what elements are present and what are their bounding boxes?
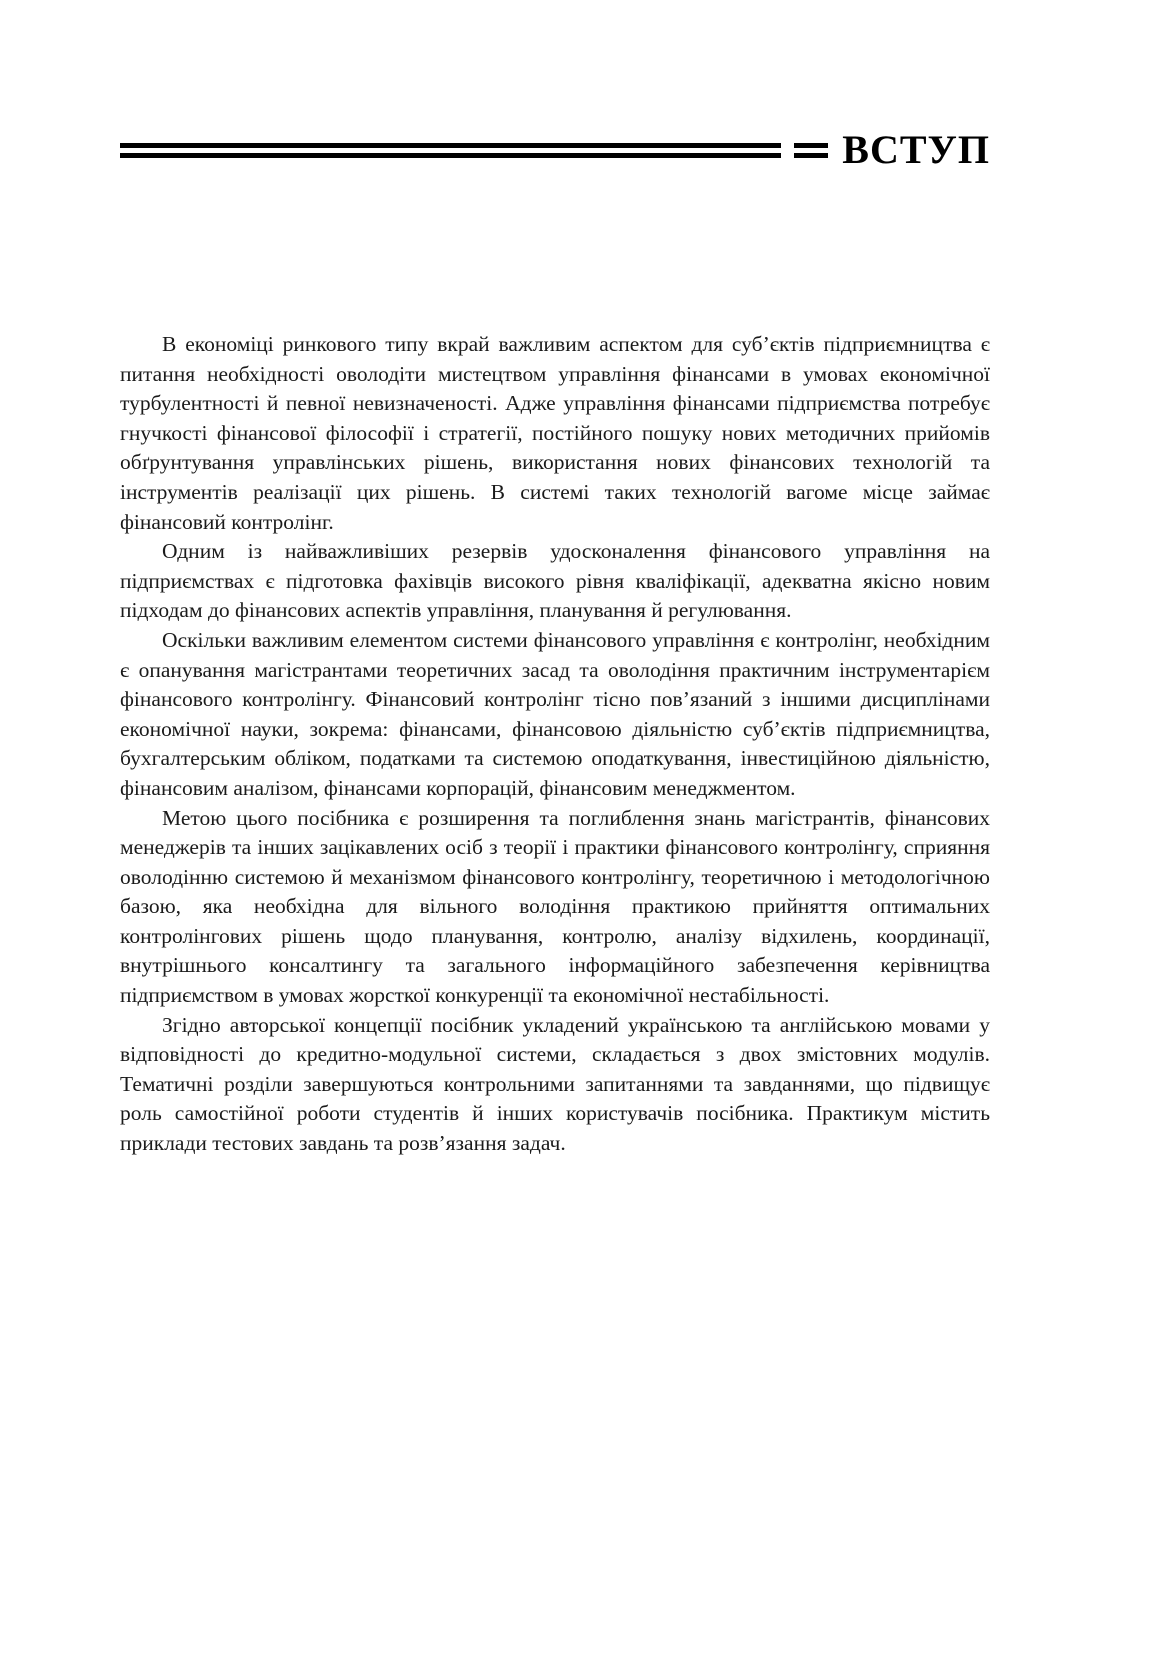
- paragraph: В економіці ринкового типу вкрай важливим аспектом для суб’єктів підприємництва є питання необхідності оволодіти мистецтвом управління фінансами в умовах економічної турбулентності й певної невизначеності. Адже управління фінансами підприємства потребує гнучкості фінансової філософії і стратегії, постійного пошуку нових методичних прийомів обґрунтування управлінських рішень, використання нових фінансових технологій та інструментів реалізації цих рішень. В системі таких технологій вагоме місце займає фінансовий контролінг.: [120, 332, 990, 534]
- chapter-header: [120, 127, 990, 172]
- paragraph: Метою цього посібника є розширення та поглиблення знань магістрантів, фінансових менеджерів та інших зацікавлених осіб з теорії і практики фінансового контролінгу, сприяння оволодінню системою й механізмом фінансового контролінгу, теоретичною і методологічною базою, яка необхідна для вільного володіння практикою прийняття оптимальних контролінгових рішень щодо планування, контролю, аналізу відхилень, координації, внутрішнього консалтингу та загального інформаційного забезпечення керівництва підприємством в умовах жорсткої конкуренції та економічної нестабільності.: [120, 805, 990, 1008]
- paragraph: Одним із найважливіших резервів удосконалення фінансового управління на підприємствах є підготовка фахівців високого рівня кваліфікації, адекватна якісно новим підходам до фінансових аспектів управління, планування й регулювання.: [120, 539, 990, 623]
- header-rule-short: [794, 143, 828, 158]
- header-rule-long: [120, 143, 781, 158]
- paragraph: Згідно авторської концепції посібник укладений українською та англійською мовами у відповідності до кредитно-модульної системи, складається з двох змістовних модулів. Тематичні розділи завершуються контрольними запитаннями та завданнями, що підвищує роль самостійної роботи студентів й інших користувачів посібника. Практикум містить приклади тестових завдань та розв’язання задач.: [120, 1012, 990, 1156]
- chapter-title: ВСТУП: [842, 127, 990, 172]
- paragraph: Оскільки важливим елементом системи фінансового управління є контролінг, необхідним є опанування магістрантами теоретичних засад та оволодіння практичним інструментарієм фінансового контролінгу. Фінансовий контролінг тісно пов’язаний з іншими дисциплінами економічної науки, зокрема: фінансами, фінансовою діяльністю суб’єктів підприємництва, бухгалтерським обліком, податками та системою оподаткування, інвестиційною діяльністю, фінансовим аналізом, фінансами корпорацій, фінансовим менеджментом.: [120, 627, 990, 800]
- body-text: [120, 330, 990, 1159]
